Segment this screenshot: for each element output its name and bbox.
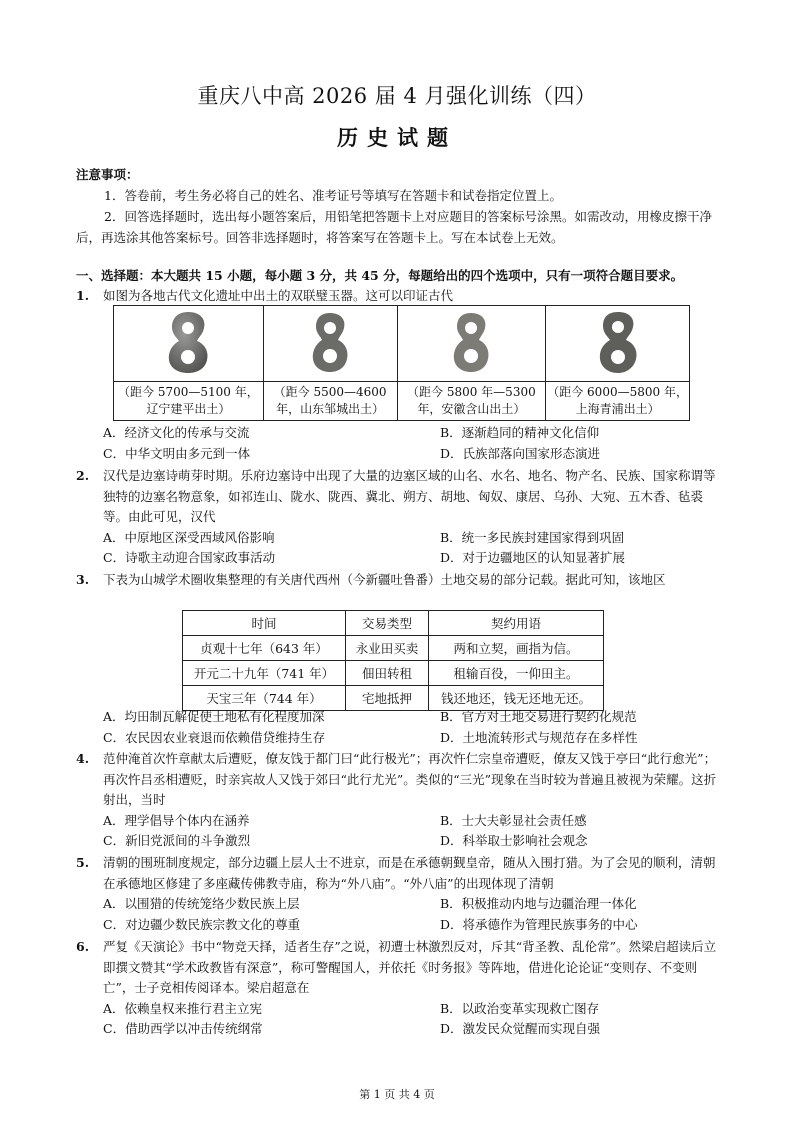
land-trade-table (182, 610, 604, 711)
exam-subject: 历史试题 (337, 125, 457, 150)
jade-image-cell (263, 306, 397, 382)
question-stem: 汉代是边塞诗萌芽时期。乐府边塞诗中出现了大量的边塞区域的山名、水名、地名、物产名、民族、国家称谓等独特的边塞名物意象，如祁连山、陇水、陇西、冀北、朔方、胡地、匈奴、康居、乌孙、大宛、五木香、毡裘等。由此可见，汉代 (103, 468, 716, 525)
option-c: C．诗歌主动迎合国家政事活动 (103, 550, 276, 566)
jade-double-ring-icon (163, 310, 213, 374)
option-a: A．依赖皇权来推行君主立宪 (103, 1000, 263, 1016)
section-heading: 一、选择题：本大题共 15 小题，每小题 3 分，共 45 分，每题给出的四个选项中，只有一项符合题目要求。 (76, 268, 684, 283)
question-3 (76, 570, 726, 591)
table-row (183, 661, 604, 686)
option-a: A．理学倡导个体内在涵养 (103, 812, 250, 828)
option-b: B．统一多民族封建国家得到巩固 (440, 529, 625, 545)
jade-figure-table (113, 305, 690, 421)
option-d: D．将承德作为管理民族事务的中心 (440, 916, 638, 932)
notice-item: 1．答卷前，考生务必将自己的姓名、准考证号等填写在答题卡和试卷指定位置上。 (104, 188, 562, 203)
option-b: B．积极推动内地与边疆治理一体化 (440, 896, 637, 912)
table-cell: 两和立契，画指为信。 (429, 636, 604, 661)
table-header: 交易类型 (346, 611, 429, 636)
question-2 (76, 466, 726, 569)
option-b: B．官方对土地交易进行契约化规范 (440, 709, 637, 724)
option-a: A．经济文化的传承与交流 (103, 425, 250, 440)
table-header: 契约用语 (429, 611, 604, 636)
jade-caption: （距今 5500—4600 年，山东邹城出土） (263, 382, 397, 421)
jade-image-cell (397, 306, 546, 382)
table-cell: 宅地抵押 (346, 686, 429, 711)
question-1-options (76, 423, 726, 464)
question-6 (76, 937, 726, 1040)
jade-double-ring-icon (449, 311, 493, 373)
option-b: B．逐渐趋同的精神文化信仰 (440, 425, 600, 440)
option-d: D．激发民众觉醒而实现自强 (440, 1021, 601, 1037)
question-stem: 下表为山城学术圈收集整理的有关唐代西州（今新疆吐鲁番）土地交易的部分记载。据此可知，该地区 (103, 572, 666, 587)
option-b: B．士大夫彰显社会责任感 (440, 812, 587, 828)
option-c: C．中华文明由多元到一体 (103, 445, 251, 461)
option-c: C．对边疆少数民族宗教文化的尊重 (103, 916, 301, 932)
jade-image-cell (114, 306, 264, 382)
table-cell: 天宝三年（744 年） (183, 686, 346, 711)
jade-caption: （距今 6000—5800 年，上海青浦出土） (546, 382, 690, 421)
notice-item: 2．回答选择题时，选出每小题答案后，用铅笔把答题卡上对应题目的答案标号涂黑。如需改动，用橡皮擦干净后，再选涂其他答案标号。回答非选择题时，将答案写在答题卡上。写在本试卷上无效。 (76, 209, 712, 245)
question-stem: 范仲淹首次忤章献太后遭贬，僚友饯于都门曰“此行极光”；再次忤仁宗皇帝遭贬，僚友又饯于亭曰“此行愈光”；再次忤吕丞相遭贬，时亲宾故人又饯于郊曰“此行尤光”。类似的“三光”现象在当时较为普遍且被视为荣耀。这折射出，当时 (103, 751, 717, 808)
table-cell: 租输百役，一仰田主。 (429, 661, 604, 686)
option-d: D．土地流转形式与规范存在多样性 (440, 729, 638, 745)
table-row (183, 636, 604, 661)
question-number: 3. (76, 572, 90, 587)
table-header: 时间 (183, 611, 346, 636)
question-5 (76, 853, 726, 935)
table-cell: 永业田买卖 (346, 636, 429, 661)
notice-block (76, 164, 726, 248)
option-d: D．科举取士影响社会观念 (440, 833, 588, 849)
question-stem: 严复《天演论》书中“物竞天择，适者生存”之说，初遭士林激烈反对，斥其“背圣教、乱伦常”。然梁启超读后立即撰文赞其“学术政教皆有深意”，称可警醒国人，并依托《时务报》等阵地，借进化论论证“变则存、不变则亡”，士子竞相传阅译本。梁启超意在 (103, 939, 717, 996)
jade-double-ring-icon (309, 311, 351, 373)
question-1 (76, 286, 726, 307)
question-stem: 如图为各地古代文化遗址中出土的双联璧玉器。这可以印证古代 (103, 288, 454, 303)
question-4 (76, 749, 726, 852)
table-cell: 佃田转租 (346, 661, 429, 686)
jade-image-cell (546, 306, 690, 382)
page-footer: 第 1 页 共 4 页 (359, 1088, 435, 1101)
table-cell: 开元二十九年（741 年） (183, 661, 346, 686)
option-c: C．农民因农业衰退而依赖借贷维持生存 (103, 729, 326, 745)
option-a: A．中原地区深受西域风俗影响 (103, 529, 275, 545)
option-a: A．以围猎的传统笼络少数民族上层 (103, 896, 300, 912)
jade-double-ring-icon (595, 310, 641, 374)
question-number: 1. (76, 288, 90, 303)
question-stem: 清朝的围班制度规定，部分边疆上层人士不进京，而是在承德朝觐皇帝，随从入围打猎。为了会见的顺利，清朝在承德地区修建了多座藏传佛教寺庙，称为“外八庙”。“外八庙”的出现体现了清朝 (103, 855, 716, 891)
option-d: D．氏族部落向国家形态演进 (440, 445, 601, 461)
notice-heading: 注意事项： (76, 167, 139, 182)
question-number: 4. (76, 751, 90, 766)
option-d: D．对于边疆地区的认知显著扩展 (440, 550, 626, 566)
question-3-options (76, 707, 726, 748)
option-c: C．新旧党派间的斗争激烈 (103, 833, 251, 849)
question-number: 5. (76, 855, 90, 870)
option-b: B．以政治变革实现救亡图存 (440, 1000, 600, 1016)
table-cell: 钱还地还，钱无还地无还。 (429, 686, 604, 711)
question-number: 2. (76, 468, 90, 483)
table-cell: 贞观十七年（643 年） (183, 636, 346, 661)
option-a: A．均田制瓦解促使土地私有化程度加深 (103, 709, 325, 724)
jade-caption: （距今 5700—5100 年，辽宁建平出土） (114, 382, 264, 421)
jade-caption: （距今 5800 年—5300 年，安徽含山出土） (397, 382, 546, 421)
exam-title: 重庆八中高 2026 届 4 月强化训练（四） (197, 84, 597, 108)
option-c: C．借助西学以冲击传统纲常 (103, 1021, 263, 1037)
question-number: 6. (76, 939, 90, 954)
